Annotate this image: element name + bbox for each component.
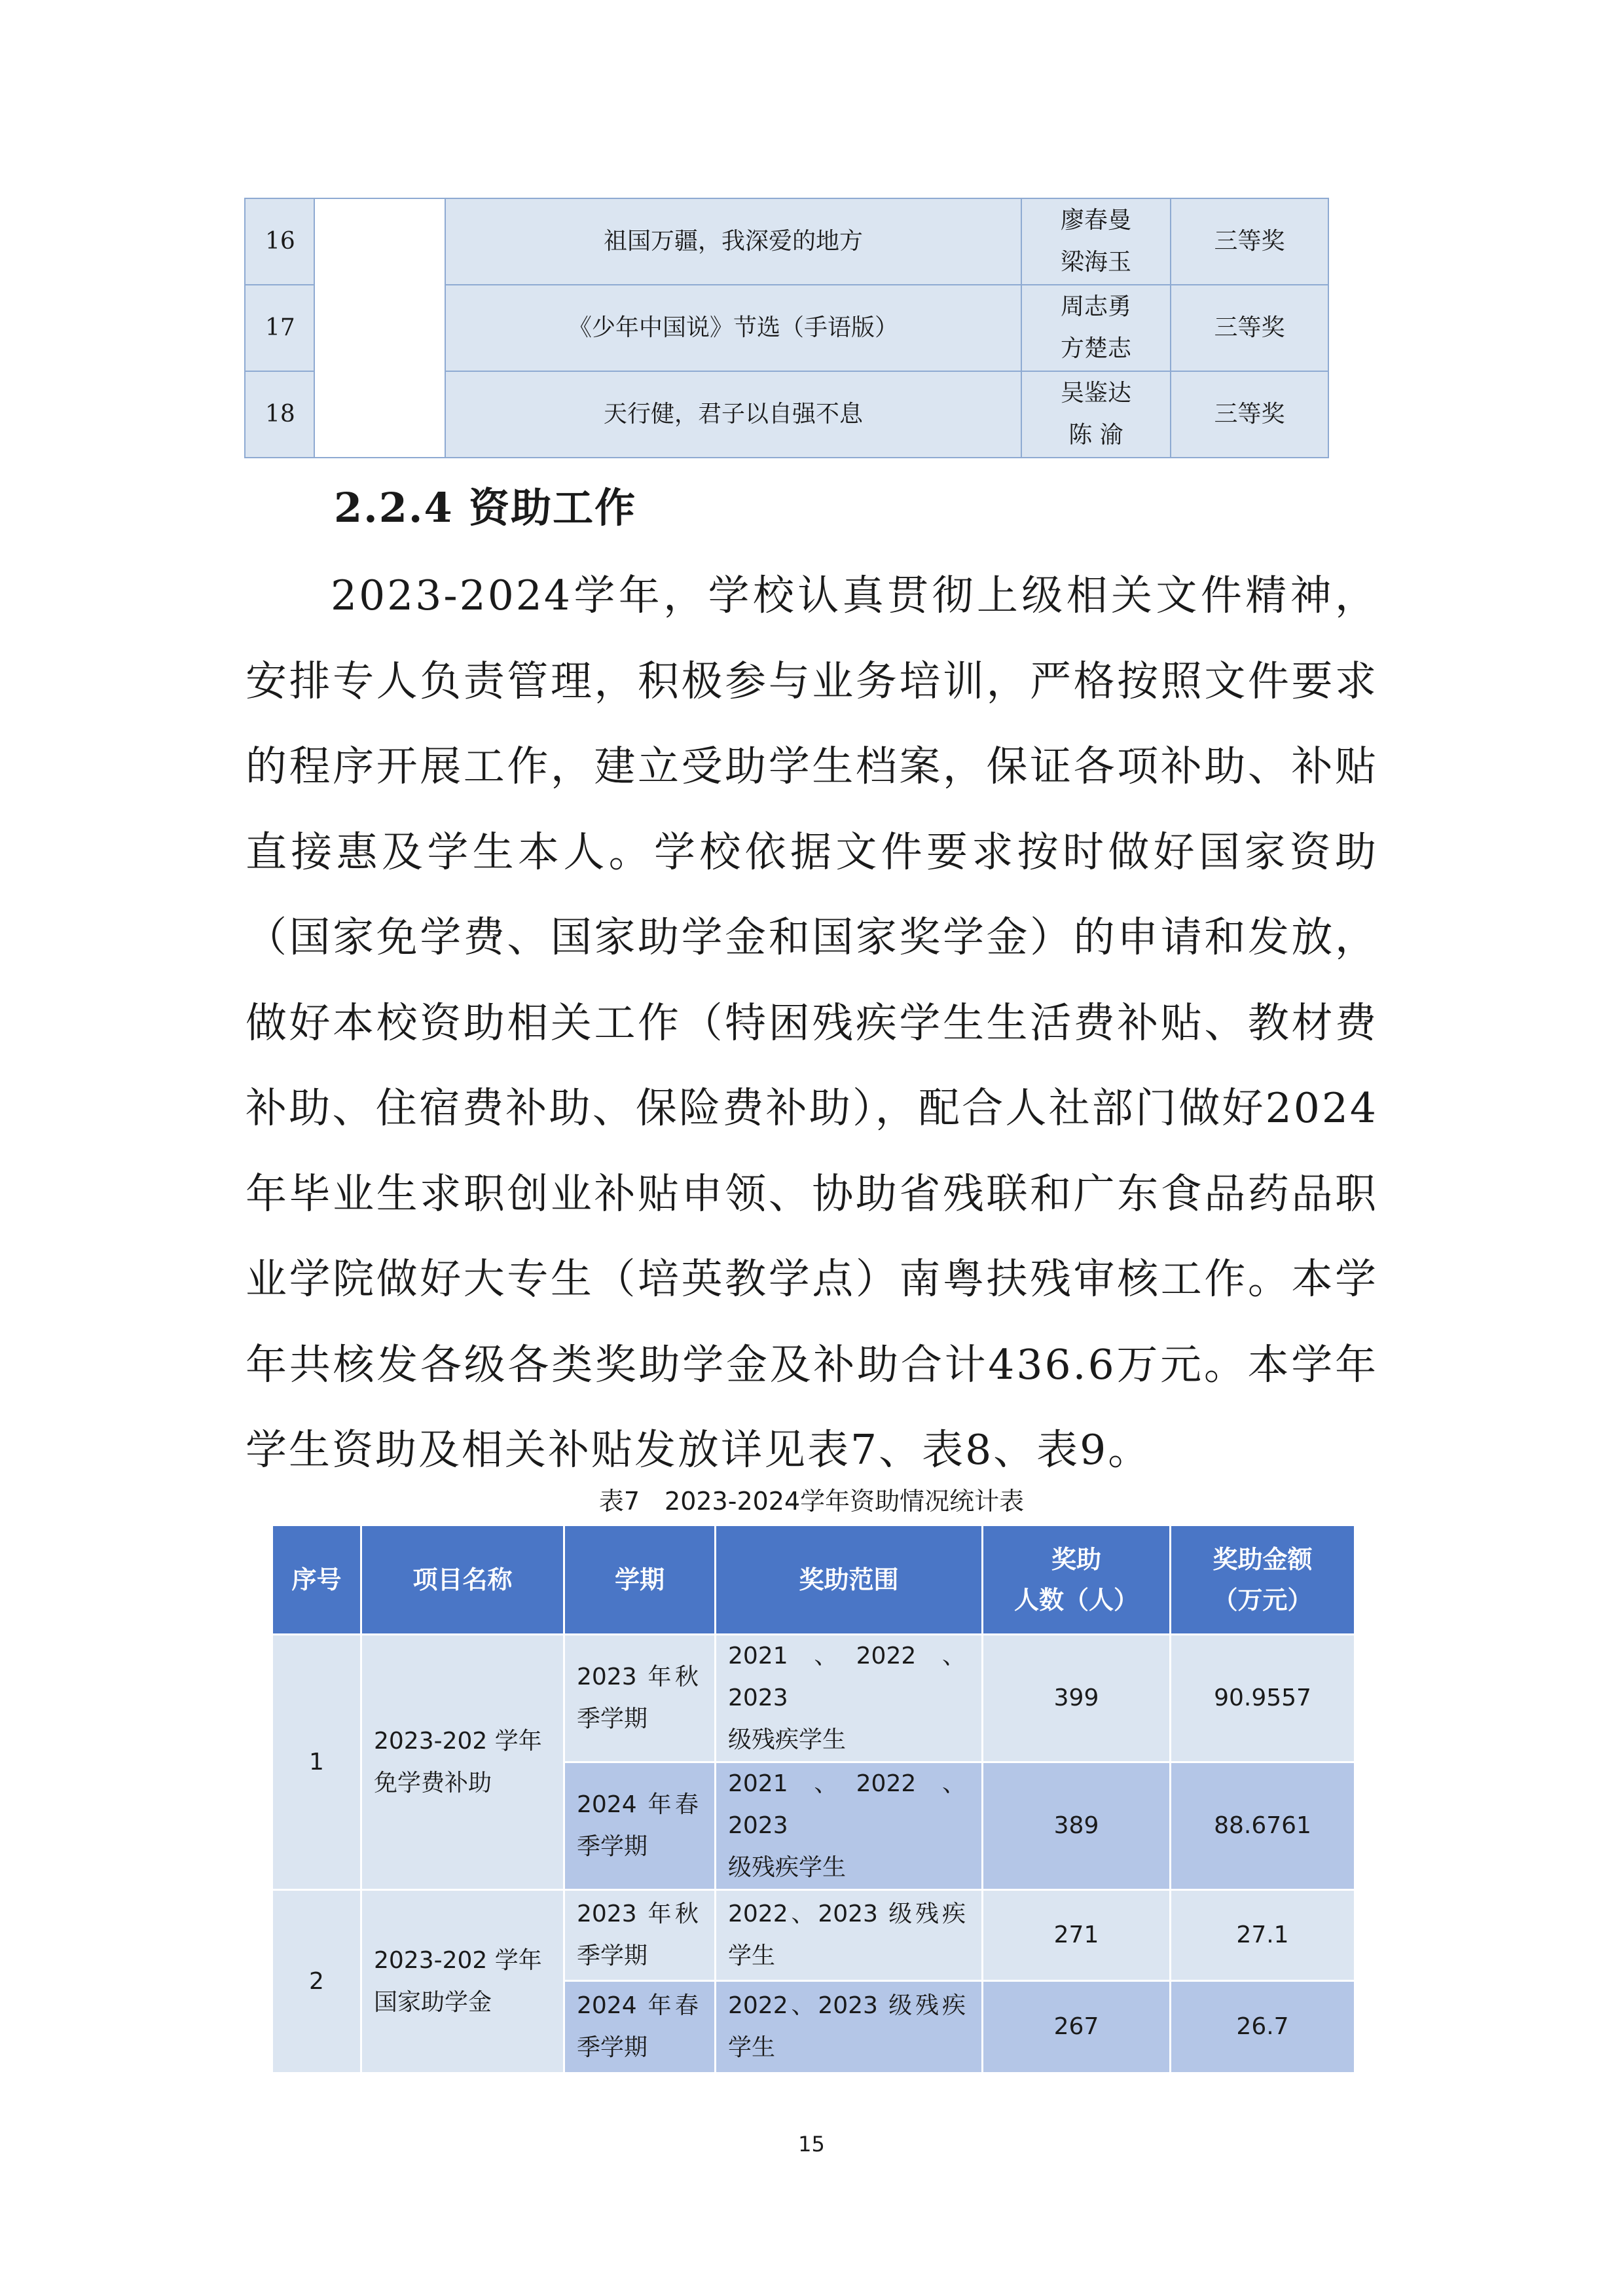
- term-cell: [564, 1762, 716, 1890]
- table-caption: 表7 2023-2024学年资助情况统计表: [598, 1487, 1025, 1516]
- header-count-line: 人数（人）: [1013, 1586, 1139, 1614]
- work-title: 《少年中国说》节选（手语版）: [445, 285, 1021, 371]
- scope-cell: [716, 1635, 983, 1762]
- aid-amount: 27.1: [1171, 1890, 1355, 1981]
- work-title: 祖国万疆，我深爱的地方: [445, 198, 1021, 285]
- scope-cell: [716, 1890, 983, 1981]
- aid-statistics-table: [271, 1524, 1356, 2074]
- project-name: [361, 1890, 564, 2073]
- scope-line: 级残疾学生: [728, 1726, 847, 1753]
- term-line: 季学期: [577, 1942, 648, 1969]
- header-amount-line: 奖助金额: [1213, 1545, 1313, 1574]
- header-amount-line: （万元）: [1213, 1586, 1313, 1614]
- aid-amount: 90.9557: [1171, 1635, 1355, 1762]
- section-heading: 2.2.4 资助工作: [334, 484, 637, 532]
- performer-name: 廖春曼: [1060, 207, 1131, 234]
- scope-cell: [716, 1981, 983, 2073]
- award-level: 三等奖: [1171, 198, 1328, 285]
- performers: [1021, 198, 1171, 285]
- scope-line: 2022、2023 级残疾: [728, 1901, 966, 1927]
- row-number: 18: [245, 371, 314, 458]
- scope-line: 2021 、2022 、2023: [728, 1770, 966, 1839]
- header-term: 学期: [564, 1525, 716, 1635]
- group-seq: 2: [272, 1890, 361, 2073]
- term-line: 季学期: [577, 2034, 648, 2061]
- performers: [1021, 285, 1171, 371]
- table-row: [272, 1890, 1355, 1981]
- table-row: [245, 198, 1328, 285]
- table-header-row: [272, 1525, 1355, 1635]
- award-table-continued: [244, 198, 1329, 458]
- aid-amount: 26.7: [1171, 1981, 1355, 2073]
- project-name-line: 免学费补助: [374, 1769, 492, 1796]
- group-seq: 1: [272, 1635, 361, 1890]
- term-line: 2024 年春: [577, 1791, 699, 1818]
- recipient-count: 267: [983, 1981, 1171, 2073]
- aid-amount: 88.6761: [1171, 1762, 1355, 1890]
- performer-name: 方楚志: [1060, 335, 1131, 362]
- performer-name: 周志勇: [1060, 293, 1131, 320]
- term-line: 季学期: [577, 1833, 648, 1860]
- performer-name: 梁海玉: [1060, 249, 1131, 276]
- header-scope: 奖助范围: [716, 1525, 983, 1635]
- row-number: 17: [245, 285, 314, 371]
- page-number: 15: [798, 2132, 825, 2157]
- project-name-line: 2023-202 学年: [374, 1946, 542, 1974]
- row-number: 16: [245, 198, 314, 285]
- award-level: 三等奖: [1171, 371, 1328, 458]
- project-name-line: 2023-202 学年: [374, 1727, 542, 1755]
- header-seq: 序号: [272, 1525, 361, 1635]
- scope-line: 学生: [728, 1942, 776, 1969]
- term-line: 2024 年春: [577, 1992, 699, 2019]
- header-amount: [1171, 1525, 1355, 1635]
- work-title: 天行健，君子以自强不息: [445, 371, 1021, 458]
- recipient-count: 399: [983, 1635, 1171, 1762]
- performer-name: 吴鉴达: [1060, 380, 1131, 407]
- header-count: [983, 1525, 1171, 1635]
- term-line: 2023 年秋: [577, 1901, 699, 1927]
- performers: [1021, 371, 1171, 458]
- project-name-line: 国家助学金: [374, 1988, 492, 2016]
- table-row: [272, 1635, 1355, 1762]
- body-paragraph: 2023-2024学年，学校认真贯彻上级相关文件精神，安排专人负责管理，积极参与业务培训，严格按照文件要求的程序开展工作，建立受助学生档案，保证各项补助、补贴直接惠及学生本人。学校依据文件要求按时做好国家资助（国家免学费、国家助学金和国家奖学金）的申请和发放，做好本校资助相关工作（特困残疾学生生活费补贴、教材费补助、住宿费补助、保险费补助），配合人社部门做好2024年毕业生求职创业补贴申领、协助省残联和广东食品药品职业学院做好大专生（培英教学点）南粤扶残审核工作。本学年共核发各级各类奖助学金及补助合计436.6万元。本学年学生资助及相关补贴发放详见表7、表8、表9。: [246, 572, 1378, 1474]
- header-project-name: 项目名称: [361, 1525, 564, 1635]
- merged-category-cell: [314, 198, 445, 458]
- scope-line: 2021 、2022 、2023: [728, 1643, 966, 1711]
- term-line: 季学期: [577, 1705, 648, 1732]
- project-name: [361, 1635, 564, 1890]
- scope-line: 级残疾学生: [728, 1854, 847, 1881]
- term-cell: [564, 1981, 716, 2073]
- term-cell: [564, 1890, 716, 1981]
- scope-cell: [716, 1762, 983, 1890]
- term-cell: [564, 1635, 716, 1762]
- recipient-count: 271: [983, 1890, 1171, 1981]
- recipient-count: 389: [983, 1762, 1171, 1890]
- header-count-line: 奖助: [1051, 1545, 1101, 1574]
- term-line: 2023 年秋: [577, 1664, 699, 1690]
- scope-line: 学生: [728, 2034, 776, 2061]
- award-level: 三等奖: [1171, 285, 1328, 371]
- scope-line: 2022、2023 级残疾: [728, 1992, 966, 2019]
- performer-name: 陈 渝: [1068, 422, 1123, 448]
